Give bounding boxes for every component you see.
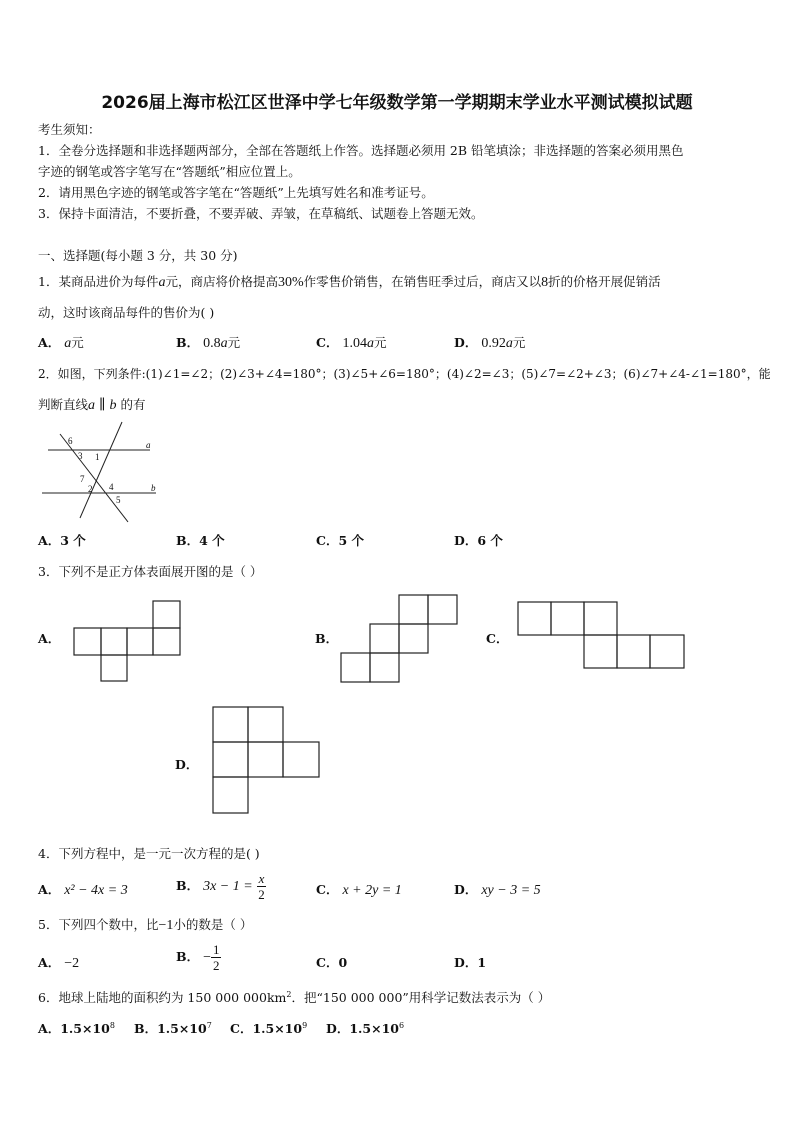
net-square — [248, 742, 283, 777]
q5-option-d — [454, 953, 486, 971]
net-square — [650, 635, 684, 668]
q6-option-b — [134, 1019, 212, 1037]
q2-line-2 — [38, 395, 145, 414]
q3-option-d-label: D． — [175, 757, 199, 772]
net-square — [101, 655, 127, 681]
q1-line-1 — [38, 272, 661, 291]
option-label: D． — [454, 533, 478, 548]
q2-option-c — [316, 531, 364, 549]
net-square — [370, 624, 399, 653]
option-expr: xy − 3 = 5 — [481, 883, 541, 898]
net-square — [584, 602, 617, 635]
option-label: A． — [38, 533, 61, 548]
net-square — [399, 624, 428, 653]
notice-line-4: 3．保持卡面清洁，不要折叠，不要弄破、弄皱，在草稿纸、试题卷上答题无效。 — [38, 206, 484, 221]
q6-option-d — [326, 1019, 404, 1037]
fig-label-3: 3 — [78, 451, 83, 461]
q1-var-a: a — [158, 275, 166, 290]
fraction — [211, 943, 222, 972]
q2-var-a: a — [88, 398, 96, 413]
q1-eight: 8 — [541, 275, 549, 290]
fraction-denominator: 2 — [212, 958, 220, 973]
q5-option-a — [38, 953, 79, 972]
parallel-symbol: ∥ — [99, 398, 106, 413]
option-base: 1.5×10 — [157, 1021, 207, 1036]
fig-label-6: 6 — [68, 436, 73, 446]
option-unit: 元 — [512, 335, 526, 350]
option-label: D． — [454, 335, 478, 350]
q1-option-a — [38, 333, 84, 352]
net-square — [213, 777, 248, 813]
option-num: 1.04 — [342, 336, 367, 351]
q2-var-b: b — [109, 398, 117, 413]
option-label: A． — [38, 955, 61, 970]
q4-option-b — [176, 872, 266, 901]
fraction-numerator: 1 — [212, 942, 220, 957]
fraction — [257, 872, 267, 901]
option-expr: x + 2y = 1 — [342, 883, 402, 898]
option-label: A． — [38, 335, 61, 350]
q6-question — [38, 988, 550, 1006]
option-unit: 元 — [71, 335, 84, 350]
option-expr: x² − 4x = 3 — [64, 883, 128, 898]
option-label: D． — [454, 955, 478, 970]
option-text: 4 个 — [199, 533, 225, 548]
net-square — [153, 628, 180, 655]
fig-label-5: 5 — [116, 495, 121, 505]
net-square — [584, 635, 617, 668]
q1-line-2: 动，这时该商品每件的售价为( ) — [38, 305, 215, 320]
notice-heading: 考生须知： — [38, 122, 101, 137]
option-text: 1 — [477, 955, 487, 970]
q3-option-b-label: B． — [315, 631, 339, 646]
net-square — [341, 653, 370, 682]
q5-text-a: 5．下列四个数中，比 — [38, 917, 159, 932]
q4-option-c — [316, 880, 402, 899]
q5-text-b: 小的数是（ ） — [173, 917, 253, 932]
fig-label-b: b — [151, 483, 156, 493]
option-text: −2 — [64, 956, 80, 971]
option-text: 5 个 — [338, 533, 365, 548]
q5-option-b — [176, 943, 221, 972]
q1-option-c — [316, 333, 386, 352]
option-num: 0.92 — [481, 336, 506, 351]
q3-net-c — [514, 598, 690, 672]
q1-option-d — [454, 333, 525, 352]
q3-option-c-label: C． — [486, 631, 509, 646]
q5-option-c — [316, 953, 347, 971]
option-label: C． — [316, 955, 339, 970]
section-heading: 一、选择题(每小题 3 分，共 30 分) — [38, 248, 238, 263]
option-exponent: 7 — [206, 1020, 212, 1030]
option-text: 3 个 — [60, 533, 86, 548]
option-var: a — [64, 336, 72, 351]
option-sign: − — [203, 950, 211, 965]
fig-label-7: 7 — [80, 474, 85, 484]
net-square — [127, 628, 153, 655]
q1-text-b: 元，商店将价格提高 — [165, 274, 278, 289]
q5-question — [38, 915, 252, 934]
option-var: a — [366, 336, 374, 351]
net-square — [74, 628, 101, 655]
q3-net-d — [210, 704, 324, 816]
option-base: 1.5×10 — [349, 1021, 399, 1036]
option-unit: 元 — [227, 335, 241, 350]
q1-text-c: 作零售价销售，在销售旺季过后，商店又以 — [303, 274, 542, 289]
q2-figure-lines — [38, 418, 168, 526]
option-text: 6 个 — [477, 533, 503, 548]
net-square — [213, 742, 248, 777]
option-unit: 元 — [373, 335, 387, 350]
transversal-1 — [60, 434, 128, 522]
fig-label-4: 4 — [109, 482, 114, 492]
option-text: 0 — [338, 955, 348, 970]
fig-label-1: 1 — [95, 452, 100, 462]
option-label: C． — [316, 335, 339, 350]
q1-percent: 30% — [277, 275, 304, 290]
q6-superscript: 2 — [286, 989, 292, 999]
fig-label-2: 2 — [88, 484, 93, 494]
fig-label-a: a — [146, 440, 151, 450]
q1-option-b — [176, 333, 240, 352]
option-label: B． — [176, 878, 200, 893]
q3-net-b — [338, 592, 462, 686]
notice-line-3: 2．请用黑色字迹的钢笔或答字笔在“答题纸”上先填写姓名和准考证号。 — [38, 185, 434, 200]
net-square — [428, 595, 457, 624]
q6-text-a: 6．地球上陆地的面积约为 150 000 000km — [38, 990, 287, 1005]
option-var: a — [220, 336, 228, 351]
q2-text-b: 的有 — [120, 397, 146, 412]
option-label: A． — [38, 1021, 61, 1036]
q6-option-a — [38, 1019, 115, 1037]
net-square — [617, 635, 650, 668]
option-label: C． — [230, 1021, 253, 1036]
q3-option-a-label: A． — [38, 631, 61, 646]
option-exponent: 6 — [398, 1020, 405, 1030]
option-label: B． — [176, 949, 200, 964]
option-label: D． — [326, 1021, 350, 1036]
option-exponent: 8 — [109, 1020, 115, 1030]
notice-line-1: 1．全卷分选择题和非选择题两部分，全部在答题纸上作答。选择题必须用 2B 铅笔填涂；非选择题的答案必须用黑色 — [38, 143, 684, 158]
q4-option-d — [454, 880, 541, 899]
option-label: C． — [316, 882, 339, 897]
fraction-denominator: 2 — [258, 887, 265, 902]
net-square — [370, 653, 399, 682]
option-num: 0.8 — [203, 336, 221, 351]
q6-option-c — [230, 1019, 307, 1037]
option-label: B． — [176, 533, 200, 548]
q4-question: 4．下列方程中，是一元一次方程的是( ) — [38, 846, 260, 861]
q2-option-b — [176, 531, 225, 549]
q1-text-a: 1．某商品进价为每件 — [38, 274, 159, 289]
q1-text-d: 折的价格开展促销活 — [548, 274, 661, 289]
net-square — [101, 628, 127, 655]
net-square — [213, 707, 248, 742]
option-exponent: 9 — [302, 1020, 308, 1030]
net-square — [283, 742, 319, 777]
q5-value: −1 — [158, 918, 174, 933]
q2-option-d — [454, 531, 503, 549]
option-lhs: 3x − 1 = — [203, 879, 253, 894]
q2-text-a: 判断直线 — [38, 397, 89, 412]
net-square — [153, 601, 180, 628]
page-title: 2026届上海市松江区世泽中学七年级数学第一学期期末学业水平测试模拟试题 — [101, 93, 693, 113]
option-base: 1.5×10 — [60, 1021, 110, 1036]
option-label: A． — [38, 882, 61, 897]
fraction-numerator: x — [258, 871, 265, 886]
q2-line-1: 2．如图，下列条件:(1)∠1=∠2；(2)∠3+∠4=180°；(3)∠5+∠6=180°；(4)∠2=∠3；(5)∠7=∠2+∠3；(6)∠7+∠4-∠1=180°，能 — [38, 367, 771, 381]
option-label: C． — [316, 533, 339, 548]
q3-net-a — [70, 598, 184, 684]
q4-option-a — [38, 880, 128, 899]
net-square — [551, 602, 584, 635]
q2-option-a — [38, 531, 86, 549]
net-square — [518, 602, 551, 635]
q6-text-b: ．把“150 000 000”用科学记数法表示为（ ） — [291, 990, 551, 1005]
option-label: B． — [134, 1021, 158, 1036]
net-square — [248, 707, 283, 742]
option-label: D． — [454, 882, 478, 897]
notice-line-2: 字迹的钢笔或答字笔写在“答题纸”相应位置上。 — [38, 164, 301, 179]
q3-question: 3．下列不是正方体表面展开图的是（ ） — [38, 564, 263, 579]
option-label: B． — [176, 335, 200, 350]
option-var: a — [505, 336, 513, 351]
option-base: 1.5×10 — [252, 1021, 303, 1036]
net-square — [399, 595, 428, 624]
